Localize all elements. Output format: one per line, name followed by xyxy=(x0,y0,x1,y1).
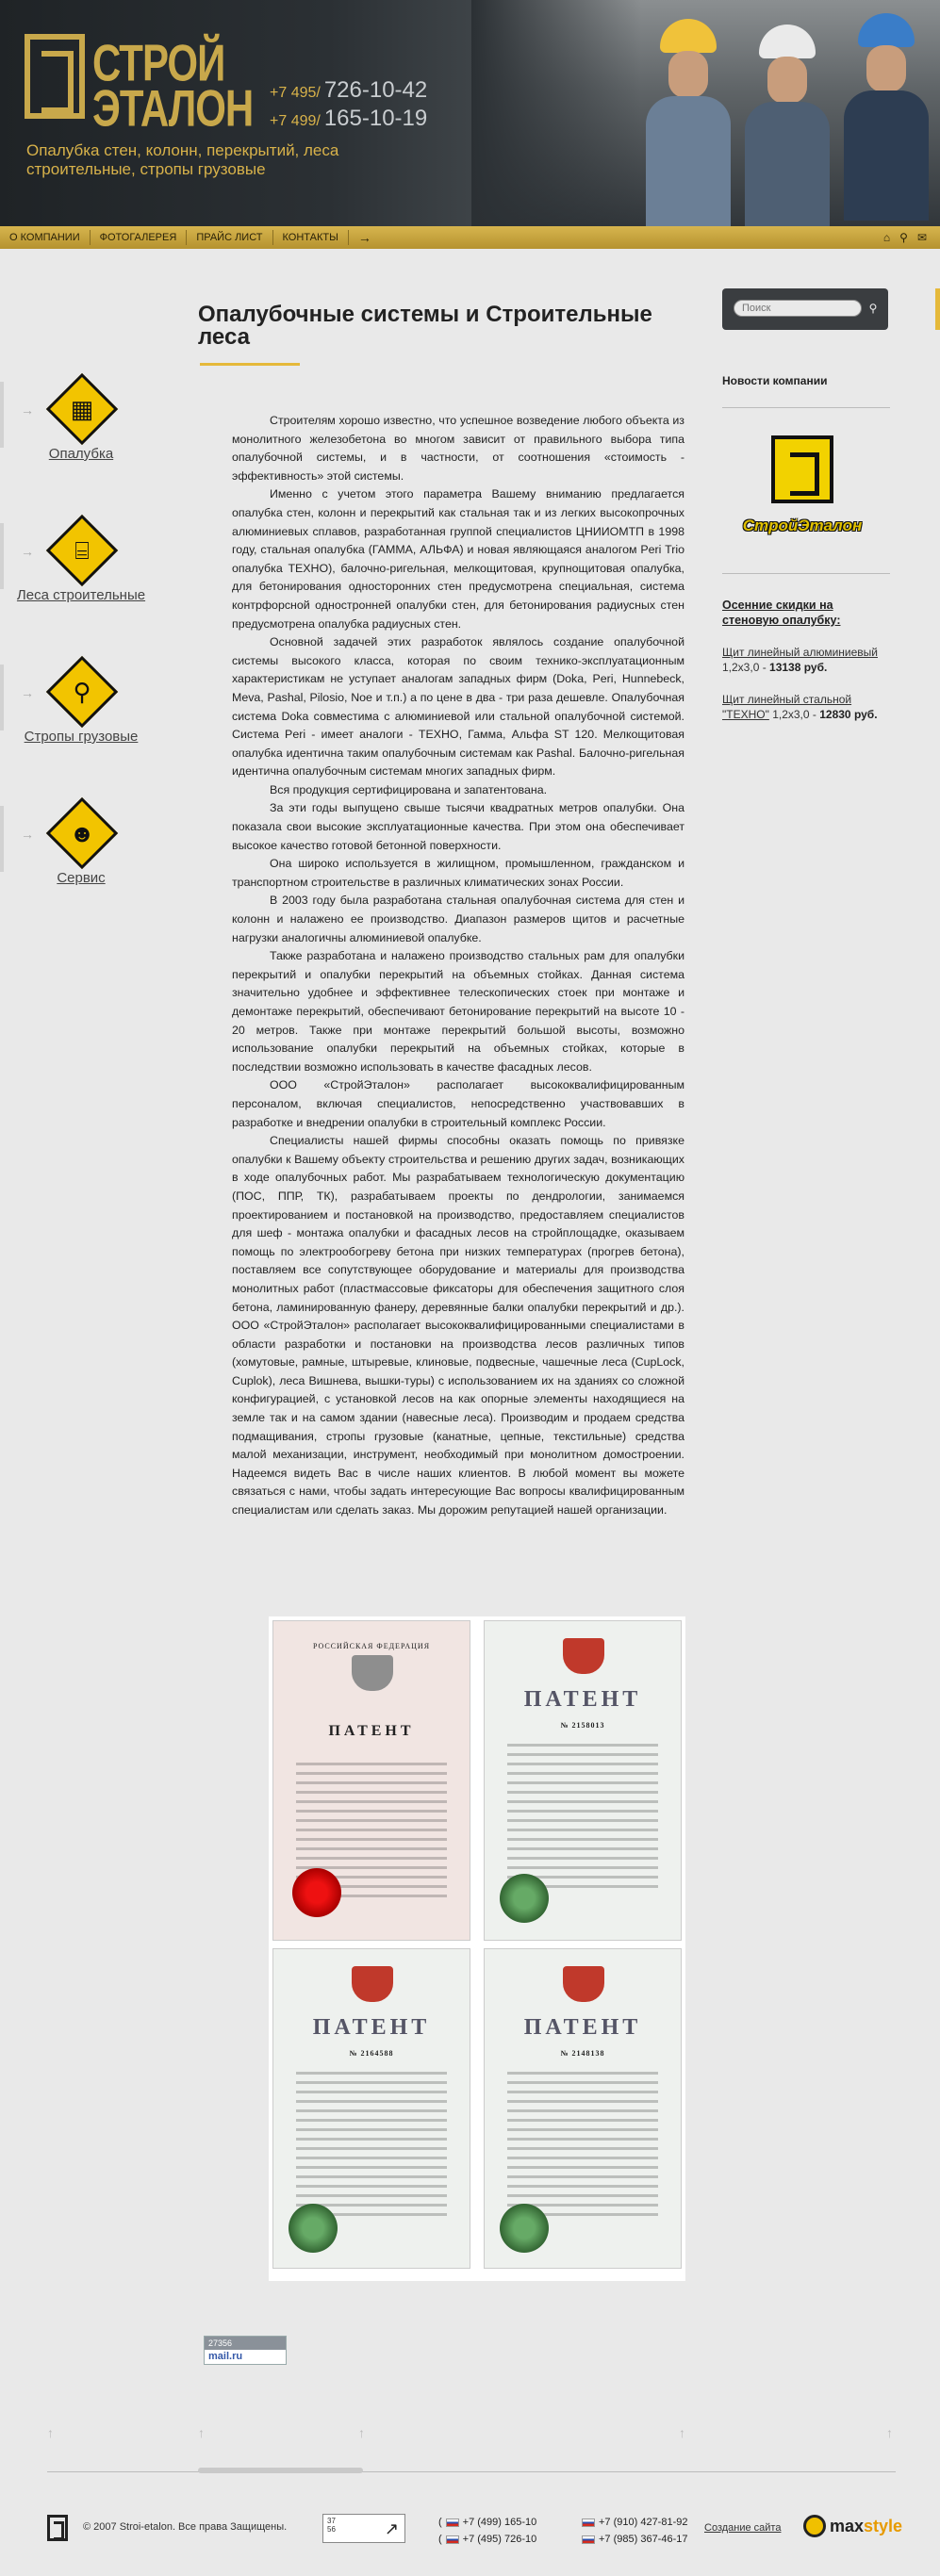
news-title[interactable]: Новости компании xyxy=(722,374,828,387)
article-paragraph: Именно с учетом этого параметра Вашему вниманию предлагается опалубка стен, колонн и перекрытий как стальная так и из легких высокопрочных алюминиевых сплавов, разработанная группой специалистов ЦНИИОМТП в 1998 году, стальная опалубка (ГАММА, АЛЬФА) и новая являющаяся аналогом Peri Trio опалубка ТЕХНО), балочно-ригельная, мелкощитовая, крупнощитовая опалубка, для бетонирования односторонних стен предусмотрена специальная, система контрфорсной одностронней опалубки стен, для бетонирования радиусных стен предусмотрена опалубка радиусных стен. xyxy=(232,487,684,631)
article-paragraph: За эти годы выпущено свыше тысячи квадратных метров опалубки. Она показала свои высокие эксплуатационные качества. При этом она обеспечивает высокое качество готовой бетонной поверхности. xyxy=(232,801,684,852)
counter-brand: mail.ru xyxy=(208,2351,243,2362)
patent-number: № 2158013 xyxy=(560,1721,605,1730)
patent-image[interactable] xyxy=(484,1948,682,2269)
nav-arrow-icon[interactable]: → xyxy=(357,230,371,245)
russia-flag-icon xyxy=(582,2535,595,2544)
coat-of-arms-icon xyxy=(352,1655,393,1691)
phone-number: 165-10-19 xyxy=(323,106,428,131)
title-underline xyxy=(200,363,300,366)
company-logo-mark-icon xyxy=(771,435,833,503)
article-paragraph: Основной задачей этих разработок являлось создание опалубочной системы высокого класса, которая по своим технико-эксплуатационным характеристикам не уступает аналогам западных фирм (Doka, Peri, Hunnebeck, Meva, Pashal, Pilosio, Noe и т.п.) а по цене в два - три раза дешевле. Опалубочная система Doka совместима с алюминиевой или стальной опалубочной системой. Система Peri - имеет аналоги - ТЕХНО, Гамма, Альфа ST 120. Мелкощитовая опалубка идентична таким опалубочным системам как Pashal. Балочно-ригельная идентична опалубочным системам многих западных фирм. xyxy=(232,635,684,779)
footer-phone: +7 (495) 726-10 xyxy=(462,2534,537,2545)
hook-sign-icon[interactable]: ⚲ xyxy=(45,655,119,729)
maxstyle-icon xyxy=(803,2515,826,2537)
left-menu-item-service[interactable] xyxy=(0,796,170,938)
copyright: © 2007 Stroi-etalon. Все права Защищены. xyxy=(83,2521,288,2533)
patent-title: ПАТЕНТ xyxy=(328,1723,415,1739)
search-accent-bar xyxy=(935,288,940,330)
nav-item-contacts[interactable]: КОНТАКТЫ xyxy=(273,230,349,245)
phone-code: +7 495/ xyxy=(270,85,321,101)
nav-item-pricelist[interactable]: ПРАЙС ЛИСТ xyxy=(187,230,272,245)
article-paragraph: Строителям хорошо известно, что успешное возведение любого объекта из монолитного железобетона во многом зависит от правильного выбора типа опалубочной системы, и в частности, от соотношения «стоимость - эффективность» этой системы. xyxy=(232,414,684,483)
arrow-up-right-icon: ↗ xyxy=(384,2519,399,2538)
footer-counter[interactable] xyxy=(322,2514,405,2543)
phone-number: 726-10-42 xyxy=(323,77,428,103)
scaffolding-sign-icon[interactable]: ⌸ xyxy=(45,514,119,587)
left-menu-label[interactable]: Опалубка xyxy=(48,446,114,462)
coat-of-arms-icon xyxy=(563,1638,604,1674)
promo-title[interactable]: Осенние скидки на стеновую опалубку: xyxy=(722,599,841,627)
patent-title: ПАТЕНТ xyxy=(312,2015,431,2040)
patent-header: РОССИЙСКАЯ ФЕДЕРАЦИЯ xyxy=(312,1642,431,1650)
coat-of-arms-icon xyxy=(563,1966,604,2002)
left-menu xyxy=(0,372,170,938)
phone-line xyxy=(270,77,427,106)
divider xyxy=(722,407,890,408)
top-nav xyxy=(0,226,940,249)
left-menu-item-slings[interactable] xyxy=(0,655,170,796)
patent-number: № 2148138 xyxy=(560,2049,605,2058)
search-box xyxy=(722,288,888,330)
worker-sign-icon[interactable]: ☻ xyxy=(45,796,119,870)
logo-mark-icon xyxy=(25,34,85,119)
search-input[interactable] xyxy=(734,300,862,317)
counter-value: 27356 xyxy=(205,2337,286,2350)
footer-phone-row: ( +7 (495) 726-10 +7 (985) 367-46-17 xyxy=(438,2534,688,2545)
green-seal-icon xyxy=(500,1874,549,1923)
search-icon[interactable]: ⚲ xyxy=(868,302,878,315)
home-icon[interactable]: ⌂ xyxy=(882,231,891,244)
promo-item-size: 1,2х3,0 - xyxy=(768,708,820,721)
patent-title: ПАТЕНТ xyxy=(523,2015,642,2040)
left-menu-item-scaffolding[interactable] xyxy=(0,514,170,655)
footer-phones xyxy=(438,2514,721,2548)
article-paragraph: Она широко используется в жилищном, промышленном, гражданском и транспортном строительстве в различных климатических зонах России. xyxy=(232,857,684,889)
site-logo[interactable] xyxy=(25,34,254,138)
article-paragraph: ООО «СтройЭталон» располагает высококвалифицированным персоналом, включая специалистов, непосредственно участвовавших в разработке и внедрении опалубки в строительный комплекс России. xyxy=(232,1078,684,1129)
left-menu-label[interactable]: Стропы грузовые xyxy=(24,729,139,745)
green-seal-icon xyxy=(500,2204,549,2253)
nav-item-gallery[interactable]: ФОТОГАЛЕРЕЯ xyxy=(91,230,188,245)
arrow-up-icon[interactable]: ↑ xyxy=(886,2425,893,2440)
left-menu-item-formwork[interactable] xyxy=(0,372,170,514)
left-menu-label[interactable]: Леса строительные xyxy=(16,587,146,603)
arrow-right-icon: → xyxy=(21,544,34,559)
worker-figure xyxy=(646,19,731,226)
arrow-right-icon: → xyxy=(21,827,34,842)
arrow-up-icon[interactable]: ↑ xyxy=(198,2425,205,2440)
arrow-right-icon: → xyxy=(21,402,34,418)
promo-item-price: 12830 руб. xyxy=(819,708,878,721)
nav-item-about[interactable]: О КОМПАНИИ xyxy=(0,230,91,245)
footer-phone: +7 (499) 165-10 xyxy=(462,2517,537,2528)
patent-gallery xyxy=(269,1616,685,2281)
article-paragraph: В 2003 году была разработана стальная опалубочная система для стен и колонн и налажено ее производство. Диапазон размеров щитов и расчетные нагрузки аналогичны алюминиевой опалубке. xyxy=(232,894,684,944)
mailru-counter[interactable] xyxy=(204,2336,287,2365)
red-seal-icon xyxy=(292,1868,341,1917)
maxstyle-text: maxstyle xyxy=(830,2516,903,2535)
counter-line: 37 xyxy=(327,2517,336,2525)
promo-item-link[interactable]: Щит линейный алюминиевый xyxy=(722,646,878,659)
article-paragraph: Вся продукция сертифицирована и запатентована. xyxy=(270,782,548,796)
logo-text-top: СТРОЙ xyxy=(92,34,225,92)
promo-item-price: 13138 руб. xyxy=(769,661,828,674)
coat-of-arms-icon xyxy=(352,1966,393,2002)
footer-divider xyxy=(47,2471,896,2472)
logo-text-bottom: ЭТАЛОН xyxy=(92,79,254,138)
article-paragraph: Также разработана и налажено производство стальных рам для опалубки перекрытий и опалубки перекрытий на объемных стойках. Данная система значительно удобнее и эффективнее телескопических стоек при монтаже и демонтаже перекрытий, обеспечивают бетонирование перекрытий на высоте 10 - 20 метров. Также при монтаже перекрытий большой высоты, возможно использование опалубки перекрытий на объемных стойках, которые в последствии возможно использовать в качестве фасадных лесов. xyxy=(232,949,684,1074)
nav-icons xyxy=(883,230,927,245)
mail-icon[interactable]: ✉ xyxy=(916,231,927,244)
site-creation-link[interactable]: Создание сайта xyxy=(704,2522,782,2534)
russia-flag-icon xyxy=(446,2519,459,2527)
search-icon[interactable]: ⚲ xyxy=(899,231,908,244)
header-tagline: Опалубка стен, колонн, перекрытий, леса строительные, стропы грузовые xyxy=(26,141,339,178)
patent-image[interactable] xyxy=(272,1620,470,1941)
promo-item-size: 1,2х3,0 - xyxy=(722,661,770,674)
arrow-up-icon[interactable]: ↑ xyxy=(679,2425,685,2440)
phone-line xyxy=(270,106,427,134)
header xyxy=(0,0,940,226)
company-logo[interactable] xyxy=(741,435,864,547)
promo-item xyxy=(722,645,901,675)
green-seal-icon xyxy=(289,2204,338,2253)
page-title: Опалубочные системы и Строительные леса xyxy=(198,302,652,350)
counter-line: 56 xyxy=(327,2525,336,2534)
header-photo-workers xyxy=(471,0,940,226)
footer-phone-row: ( +7 (499) 165-10 +7 (910) 427-81-92 xyxy=(438,2517,688,2528)
russia-flag-icon xyxy=(446,2535,459,2544)
company-logo-text: СтройЭталон xyxy=(742,517,863,534)
arrow-right-icon: → xyxy=(21,685,34,700)
russia-flag-icon xyxy=(582,2519,595,2527)
patent-title: ПАТЕНТ xyxy=(523,1687,642,1712)
arrow-up-icon[interactable]: ↑ xyxy=(47,2425,54,2440)
maxstyle-logo[interactable] xyxy=(803,2515,902,2537)
patent-image[interactable] xyxy=(484,1620,682,1941)
article-paragraph: Специалисты нашей фирмы способны оказать помощь по привязке опалубки к Вашему объекту строительства и решению других задач, возникающих в ходе опалубочных работ. Мы разрабатываем технологическую документацию (ПОС, ППР, ТК), разрабатываем проекты по дендрологии, занимаемся проектированием и постановкой на производство, предоставляем специалистов для шеф - монтажа опалубки и фасадных лесов на стройплощадке, оказываем помощь по электрообогреву бетона при низких температурах (прогрев бетона), поставляем все сопутствующее оборудование и материалы для производства монолитных работ (пластмассовые фиксаторы для обеспечения защитного слоя бетона, ламинированную фанеру, деревянные балки опалубки перекрытий и др.). ООО «СтройЭталон» располагает высококвалифицированными специалистами в области разработки и постановки на производства лесов различных типов (хомутовые, рамные, штыревые, клиновые, подвесные, чашечные леса (CupLock, Cuplok), леса Вишнева, вышки-туры) с использованием их на зданиях со сложной конфигурацией, с установкой лесов на как опорные элементы находящиеся на земле так и на самом здании (навесные леса). Производим и продаем средства подмащивания, стропы грузовые (канатные, цепные, текстильные) средства малой механизации, инструмент, необходимый при монолитном домостроении. Надеемся видеть Вас в числе наших клиентов. В любой момент вы можете связаться с нами, чтобы задать интересующие Вас вопросы квалифицированным специалистам или сделать заказ. Мы дорожим репутацией нашей организации. xyxy=(232,1134,684,1518)
patent-number: № 2164588 xyxy=(349,2049,394,2058)
footer-logo-icon[interactable] xyxy=(47,2515,68,2541)
header-phones xyxy=(270,77,427,134)
worker-figure xyxy=(745,25,830,226)
left-menu-label[interactable]: Сервис xyxy=(57,870,106,886)
formwork-sign-icon[interactable]: ▦ xyxy=(45,372,119,446)
article-body xyxy=(232,412,684,1520)
worker-figure xyxy=(844,13,929,221)
footer-phone: +7 (985) 367-46-17 xyxy=(599,2534,688,2545)
patent-image[interactable] xyxy=(272,1948,470,2269)
promo-item xyxy=(722,692,901,722)
phone-code: +7 499/ xyxy=(270,113,321,129)
arrow-up-icon[interactable]: ↑ xyxy=(358,2425,365,2440)
footer-phone: +7 (910) 427-81-92 xyxy=(599,2517,688,2528)
footer-arrows xyxy=(0,2425,940,2453)
promo-item-link[interactable]: Щит линейный стальной "ТЕХНО" xyxy=(722,693,852,721)
footer-scroll-indicator xyxy=(198,2468,363,2473)
divider xyxy=(722,573,890,574)
